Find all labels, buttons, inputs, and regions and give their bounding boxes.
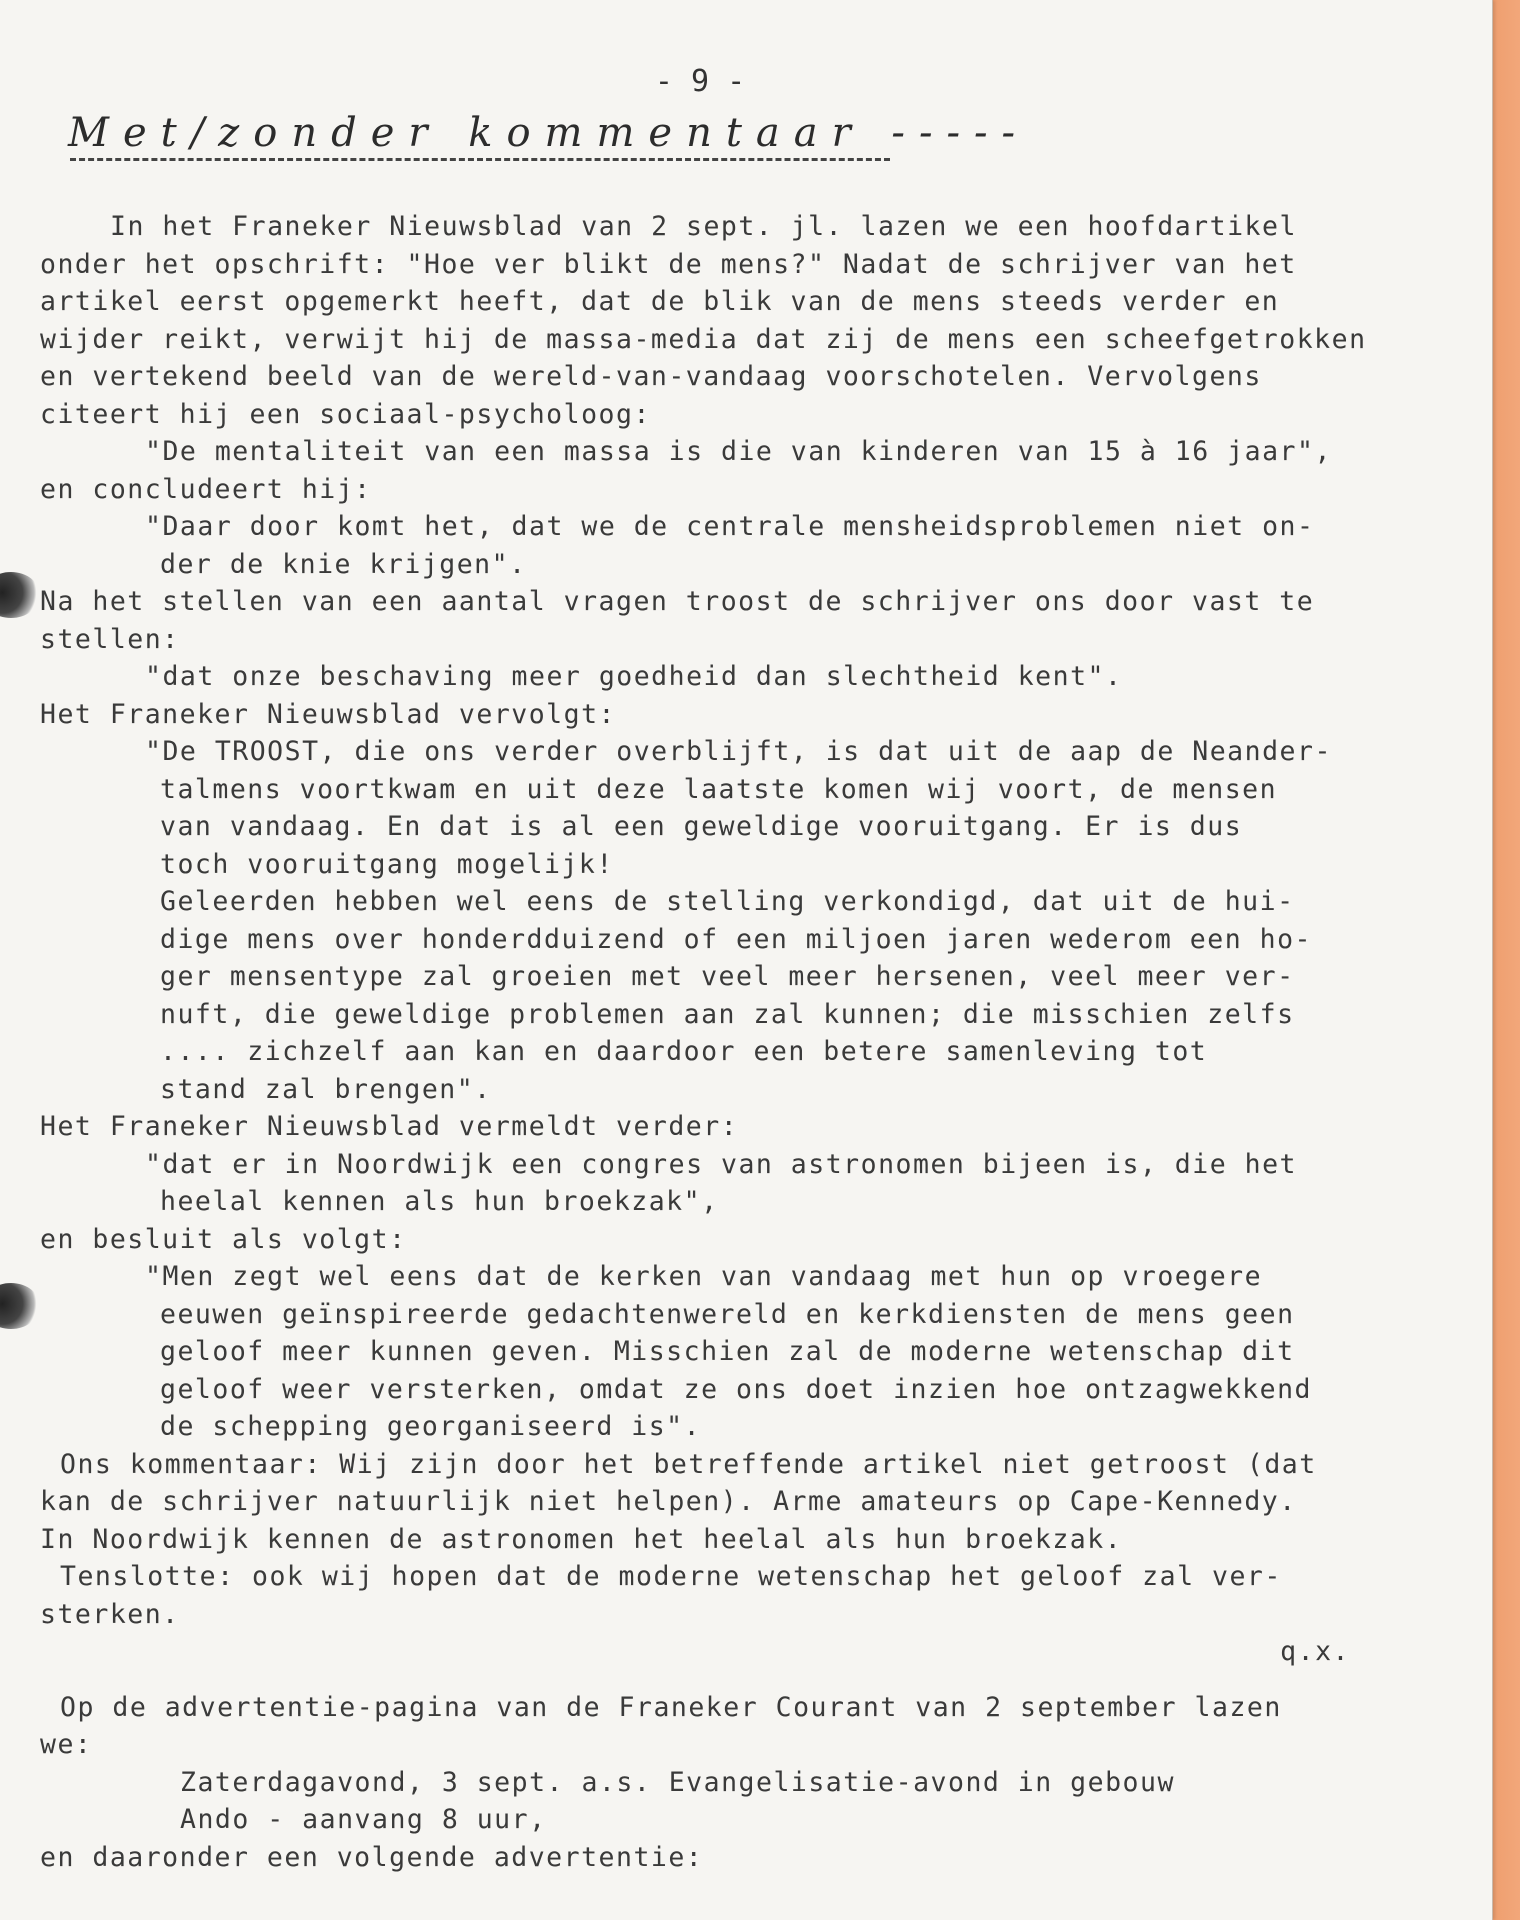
text-line: "Daar door komt het, dat we de centrale mensheidsproblemen niet on-	[145, 511, 1315, 542]
text-line: toch vooruitgang mogelijk!	[160, 848, 614, 880]
text-line: we:	[40, 1729, 93, 1760]
punch-hole-top	[0, 572, 40, 618]
text-line: en concludeert hij:	[40, 473, 372, 505]
text-line: kan de schrijver natuurlijk niet helpen). Arme amateurs op Cape-Kennedy.	[40, 1486, 1297, 1517]
text-line: geloof meer kunnen geven. Misschien zal de moderne wetenschap dit	[160, 1336, 1295, 1367]
text-line: artikel eerst opgemerkt heeft, dat de blik van de mens steeds verder en	[40, 286, 1280, 317]
text-line: Het Franeker Nieuwsblad vervolgt:	[40, 698, 616, 730]
page-number: - 9 -	[654, 64, 746, 99]
text-line: ger mensentype zal groeien met veel meer hersenen, veel meer ver-	[160, 961, 1295, 992]
text-line: In het Franeker Nieuwsblad van 2 sept. jl. lazen we een hoofdartikel	[110, 211, 1297, 242]
text-line: en vertekend beeld van de wereld-van-vandaag voorschotelen. Vervolgens	[40, 361, 1262, 392]
text-line: nuft, die geweldige problemen aan zal kunnen; die misschien zelfs	[160, 998, 1295, 1030]
text-line: stellen:	[40, 623, 180, 655]
text-line: onder het opschrift: "Hoe ver blikt de mens?" Nadat de schrijver van het	[40, 248, 1297, 280]
text-line: "Men zegt wel eens dat de kerken van vandaag met hun op vroegere	[145, 1261, 1263, 1292]
text-line: Geleerden hebben wel eens de stelling verkondigd, dat uit de hui-	[160, 886, 1295, 917]
text-line: "De mentaliteit van een massa is die van kinderen van 15 à 16 jaar",	[145, 436, 1332, 467]
text-line: geloof weer versterken, omdat ze ons doet inzien hoe ontzagwekkend	[160, 1373, 1312, 1405]
text-line: talmens voortkwam en uit deze laatste komen wij voort, de mensen	[160, 773, 1278, 805]
article-text	[40, 208, 1460, 1633]
text-line: "dat er in Noordwijk een congres van astronomen bijeen is, die het	[145, 1148, 1297, 1180]
text-line: .... zichzelf aan kan en daardoor een betere samenleving tot	[160, 1036, 1208, 1067]
text-line: stand zal brengen".	[160, 1073, 492, 1105]
text-line: der de knie krijgen".	[160, 548, 527, 580]
document-body	[40, 208, 1460, 1876]
title-underline	[70, 158, 890, 161]
ad-text	[40, 1689, 1460, 1877]
text-line: Op de advertentie-pagina van de Franeker Courant van 2 september lazen	[60, 1691, 1282, 1723]
text-line: de schepping georganiseerd is".	[160, 1411, 702, 1442]
text-line: eeuwen geïnspireerde gedachtenwereld en kerkdiensten de mens geen	[160, 1298, 1295, 1330]
text-line: en daaronder een volgende advertentie:	[40, 1841, 704, 1873]
text-line: van vandaag. En dat is al een geweldige vooruitgang. Er is dus	[160, 811, 1243, 842]
text-line: Zaterdagavond, 3 sept. a.s. Evangelisatie-avond in gebouw	[180, 1766, 1175, 1798]
punch-hole-bottom	[0, 1283, 40, 1329]
folder-edge	[1490, 0, 1520, 1920]
text-line: sterken.	[40, 1598, 180, 1630]
text-line: "De TROOST, die ons verder overblijft, is dat uit de aap de Neander-	[145, 736, 1332, 767]
text-line: "dat onze beschaving meer goedheid dan slechtheid kent".	[145, 661, 1123, 692]
text-line: heelal kennen als hun broekzak",	[160, 1186, 719, 1217]
text-line: In Noordwijk kennen de astronomen het heelal als hun broekzak.	[40, 1523, 1123, 1555]
text-line: dige mens over honderdduizend of een miljoen jaren wederom een ho-	[160, 923, 1312, 955]
signature: q.x.	[1280, 1636, 1350, 1667]
text-line: Ando - aanvang 8 uur,	[180, 1804, 547, 1835]
text-line: Na het stellen van een aantal vragen troost de schrijver ons door vast te	[40, 586, 1315, 617]
text-line: wijder reikt, verwijt hij de massa-media dat zij de mens een scheefgetrokken	[40, 323, 1367, 355]
text-line: Tenslotte: ook wij hopen dat de moderne wetenschap het geloof zal ver-	[60, 1561, 1282, 1592]
text-line: citeert hij een sociaal-psycholoog:	[40, 398, 651, 430]
text-line: Ons kommentaar: Wij zijn door het betreffende artikel niet getroost (dat	[60, 1448, 1317, 1480]
text-line: Het Franeker Nieuwsblad vermeldt verder:	[40, 1111, 739, 1142]
text-line: en besluit als volgt:	[40, 1223, 407, 1255]
page-title: Met/zonder kommentaar -----	[68, 110, 1030, 156]
